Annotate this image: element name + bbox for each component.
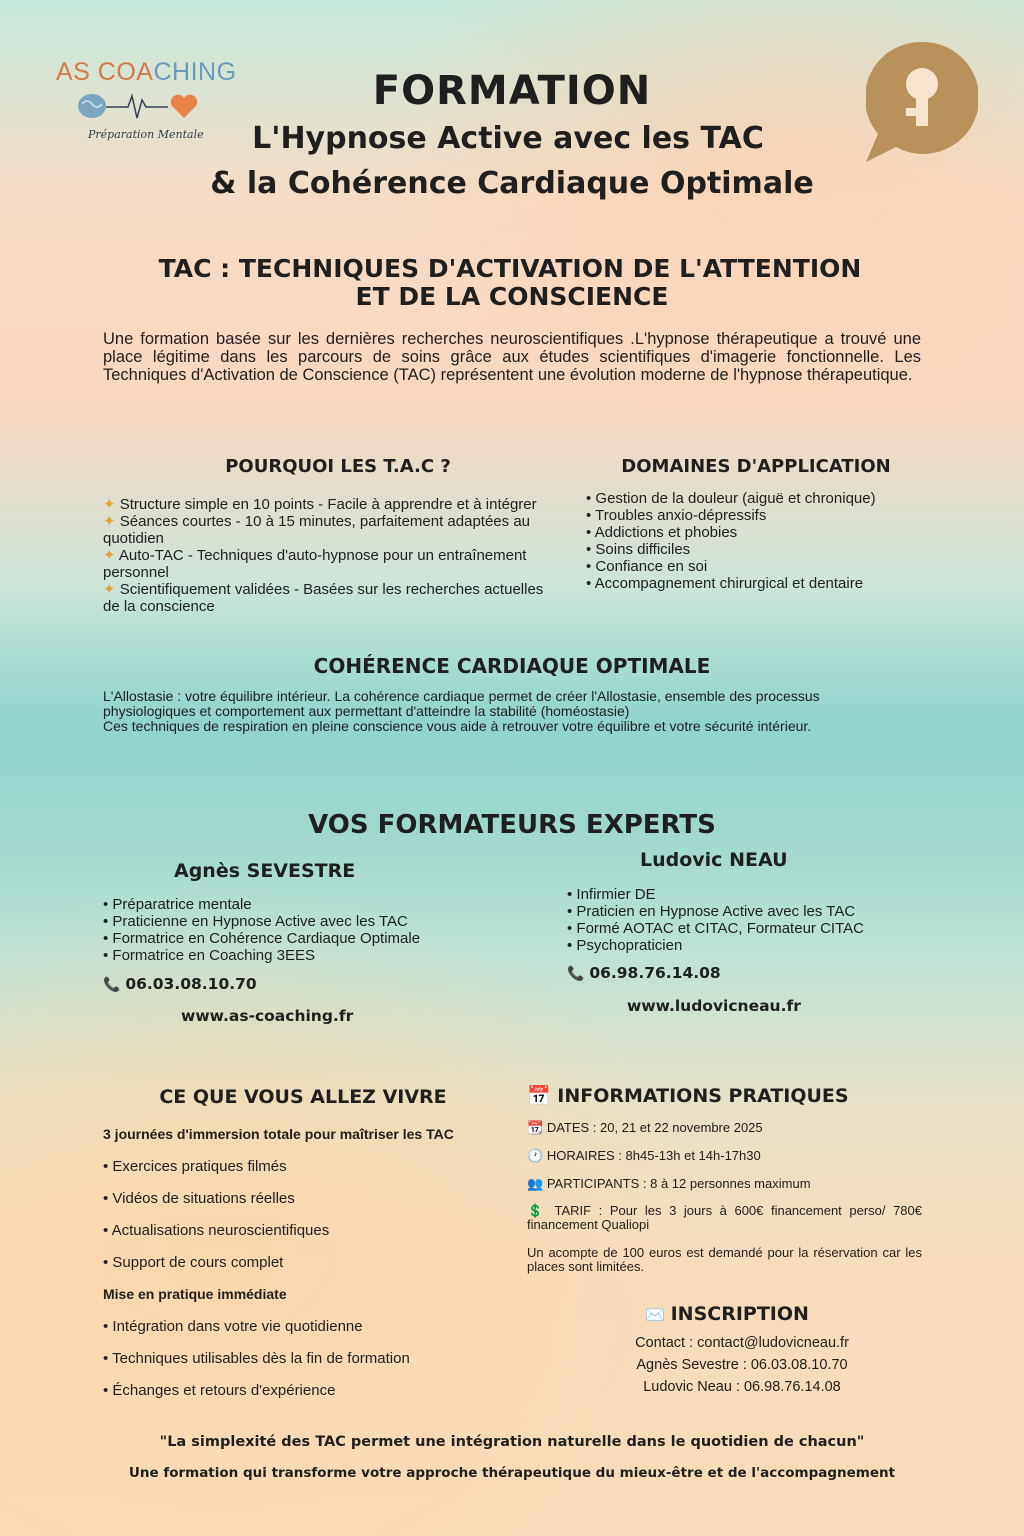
logo-brand-a: AS COA (56, 58, 154, 86)
why-list (103, 496, 553, 615)
tac-heading-2: ET DE LA CONSCIENCE (355, 282, 669, 311)
trainer-agnes-item: • Praticienne en Hypnose Active avec les TAC (103, 913, 408, 930)
people-icon: 👥 (527, 1176, 547, 1191)
coherence-paragraph-1: L'Allostasie : votre équilibre intérieur. La cohérence cardiaque permet de créer l'Allostasie, ensemble des processus physiologiques et comportement aux permettant d'atteindre la stabilité (homéostasie) (103, 688, 820, 719)
domain-item: • Confiance en soi (586, 558, 708, 575)
sparkle-icon: ✦ (103, 513, 120, 530)
info-dates: 📆 DATES : 20, 21 et 22 novembre 2025 (527, 1120, 763, 1135)
envelope-icon: ✉️ (645, 1305, 671, 1324)
experience-item: • Échanges et retours d'expérience (103, 1382, 336, 1399)
sparkle-icon: ✦ (103, 581, 120, 598)
experience-intro: 3 journées d'immersion totale pour maîtriser les TAC (103, 1126, 454, 1142)
info-hours: 🕐 HORAIRES : 8h45-13h et 14h-17h30 (527, 1148, 761, 1163)
experience-subheading: Mise en pratique immédiate (103, 1286, 287, 1302)
why-item: ✦ Structure simple en 10 points - Facile à apprendre et à intégrer (103, 496, 537, 513)
footer-quote: "La simplexité des TAC permet une intégration naturelle dans le quotidien de chacun" (159, 1434, 865, 1450)
trainer-ludovic-phone[interactable]: 📞 06.98.76.14.08 (567, 964, 721, 982)
domains-heading: DOMAINES D'APPLICATION (621, 456, 891, 477)
coherence-heading: COHÉRENCE CARDIAQUE OPTIMALE (313, 654, 711, 678)
domains-list (586, 490, 886, 592)
domain-item: • Soins difficiles (586, 541, 691, 558)
inscription-contacts (527, 1332, 957, 1398)
info-price: 💲 TARIF : Pour les 3 jours à 600€ financement perso/ 780€ financement Qualiopi (527, 1203, 922, 1232)
page-subtitle-1: L'Hypnose Active avec les TAC (252, 121, 764, 156)
experience-item: • Vidéos de situations réelles (103, 1190, 295, 1207)
logo-subtitle: Préparation Mentale (88, 128, 204, 141)
trainer-ludovic-item: • Infirmier DE (567, 886, 656, 903)
why-item: ✦ Scientifiquement validées - Basées sur les recherches actuelles de la conscience (103, 581, 544, 615)
domain-item: • Addictions et phobies (586, 524, 738, 541)
info-block (527, 1120, 922, 1274)
phone-icon: 📞 (567, 966, 590, 982)
clock-icon: 🕐 (527, 1148, 547, 1163)
trainer-agnes-list (103, 896, 420, 964)
trainer-agnes-website[interactable]: www.as-coaching.fr (181, 1007, 354, 1025)
domain-item: • Accompagnement chirurgical et dentaire (586, 575, 864, 592)
tac-intro: Une formation basée sur les dernières recherches neuroscientifiques .L'hypnose thérapeutique a trouvé une place légitime dans les parcours de soins grâce aux études scientifiques d'imagerie fonctionnelle. Les Techniques d'Activation de Conscience (TAC) représentent une évolution moderne de l'hypnose thérapeutique. (103, 330, 921, 384)
experience-item: • Exercices pratiques filmés (103, 1158, 287, 1175)
trainer-ludovic-item: • Psychopraticien (567, 937, 683, 954)
trainer-ludovic-item: • Praticien en Hypnose Active avec les TAC (567, 903, 856, 920)
trainers-heading: VOS FORMATEURS EXPERTS (308, 810, 716, 840)
info-heading: 📅 INFORMATIONS PRATIQUES (527, 1085, 849, 1107)
page-title: FORMATION (372, 68, 652, 114)
info-participants: 👥 PARTICIPANTS : 8 à 12 personnes maximum (527, 1176, 811, 1191)
why-heading: POURQUOI LES T.A.C ? (225, 456, 451, 477)
sparkle-icon: ✦ (103, 547, 119, 564)
trainer-agnes-phone[interactable]: 📞 06.03.08.10.70 (103, 975, 257, 993)
experience-list-1 (103, 1158, 329, 1271)
coherence-text (103, 689, 893, 734)
trainer-ludovic-name: Ludovic NEAU (640, 849, 788, 871)
trainer-agnes-item: • Préparatrice mentale (103, 896, 252, 913)
logo-brand-b: CHING (153, 58, 237, 86)
inscription-contact-ludovic[interactable]: Ludovic Neau : 06.98.76.14.08 (643, 1379, 841, 1395)
domain-item: • Gestion de la douleur (aiguë et chronique) (586, 490, 876, 507)
inscription-heading: ✉️ INSCRIPTION (645, 1303, 809, 1325)
calendar-icon: 📆 (527, 1120, 547, 1135)
trainer-agnes-item: • Formatrice en Coaching 3EES (103, 947, 316, 964)
trainer-ludovic-website[interactable]: www.ludovicneau.fr (627, 997, 801, 1015)
experience-item: • Techniques utilisables dès la fin de formation (103, 1350, 410, 1367)
trainer-agnes-item: • Formatrice en Cohérence Cardiaque Optimale (103, 930, 421, 947)
money-bag-icon: 💲 (527, 1203, 555, 1218)
sparkle-icon: ✦ (103, 496, 120, 513)
info-deposit: Un acompte de 100 euros est demandé pour la réservation car les places sont limitées. (527, 1245, 922, 1274)
why-item: ✦ Auto-TAC - Techniques d'auto-hypnose pour un entraînement personnel (103, 547, 527, 581)
trainer-agnes-name: Agnès SEVESTRE (174, 860, 356, 882)
page-subtitle-2: & la Cohérence Cardiaque Optimale (210, 166, 814, 201)
phone-icon: 📞 (103, 977, 126, 993)
tac-heading-1: TAC : TECHNIQUES D'ACTIVATION DE L'ATTENTION (158, 254, 862, 283)
inscription-contact-agnes[interactable]: Agnès Sevestre : 06.03.08.10.70 (636, 1357, 848, 1373)
experience-item: • Actualisations neuroscientifiques (103, 1222, 330, 1239)
inscription-contact-email[interactable]: Contact : contact@ludovicneau.fr (635, 1335, 849, 1351)
trainer-ludovic-item: • Formé AOTAC et CITAC, Formateur CITAC (567, 920, 864, 937)
domain-item: • Troubles anxio-dépressifs (586, 507, 767, 524)
experience-item: • Support de cours complet (103, 1254, 284, 1271)
experience-heading: CE QUE VOUS ALLEZ VIVRE (159, 1086, 447, 1108)
why-item: ✦ Séances courtes - 10 à 15 minutes, parfaitement adaptées au quotidien (103, 513, 531, 547)
experience-list-2 (103, 1318, 410, 1399)
coherence-paragraph-2: Ces techniques de respiration en pleine conscience vous aide à retrouver votre équilibre et votre sécurité intérieur. (103, 718, 812, 734)
trainer-ludovic-list (567, 886, 864, 954)
experience-item: • Intégration dans votre vie quotidienne (103, 1318, 363, 1335)
calendar-icon: 📅 (527, 1085, 558, 1107)
footer-tagline: Une formation qui transforme votre approche thérapeutique du mieux-être et de l'accompagnement (128, 1465, 896, 1481)
